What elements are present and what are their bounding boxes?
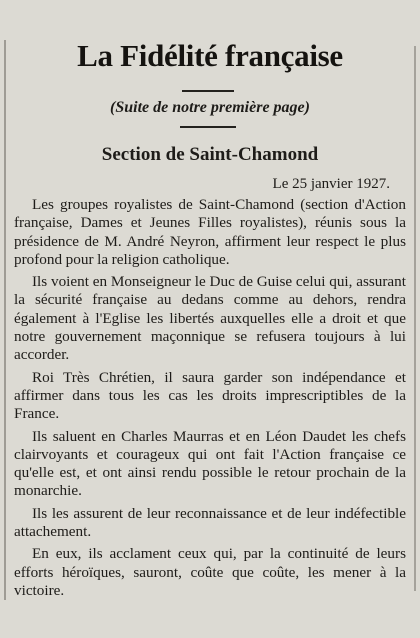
article-subtitle: (Suite de notre première page) xyxy=(110,99,310,116)
column-border-left xyxy=(4,40,6,600)
headline-rule xyxy=(182,90,234,92)
paragraph: Ils saluent en Charles Maurras et en Léon Daudet les chefs clairvoyants et courageux qui ont fait l'Action française ce qu'elle est, et ont ainsi rendu possible le retour prochain de la monarchie. xyxy=(14,427,406,500)
column-border-right xyxy=(414,46,416,591)
dateline: Le 25 janvier 1927. xyxy=(272,176,390,192)
paragraph: En eux, ils acclament ceux qui, par la continuité de leurs efforts héroïques, sauront, coûte que coûte, les mener à la victoire. xyxy=(14,545,406,599)
subtitle-rule xyxy=(180,126,236,128)
paragraph: Roi Très Chrétien, il saura garder son indépendance et affirmer dans tous les cas les droits imprescriptibles de la France. xyxy=(14,368,406,423)
article-headline: La Fidélité française xyxy=(77,38,343,73)
paragraph: Ils les assurent de leur reconnaissance et de leur indéfectible attachement. xyxy=(14,504,406,541)
paragraph: Les groupes royalistes de Saint-Chamond (section d'Action française, Dames et Jeunes Filles royalistes), réunis sous la présidence de M. André Neyron, affirment leur respect le plus profond pour la religion catholique. xyxy=(14,196,406,268)
section-title: Section de Saint-Chamond xyxy=(101,144,319,165)
paragraph: Ils voient en Monseigneur le Duc de Guise celui qui, assurant la sécurité française au dedans comme au dehors, rendra également à l'Eglise les libertés auxquelles elle a droit et que notre gouvernement maçonnique se refusera toujours à lui accorder. xyxy=(14,273,406,364)
article-body xyxy=(14,196,406,604)
